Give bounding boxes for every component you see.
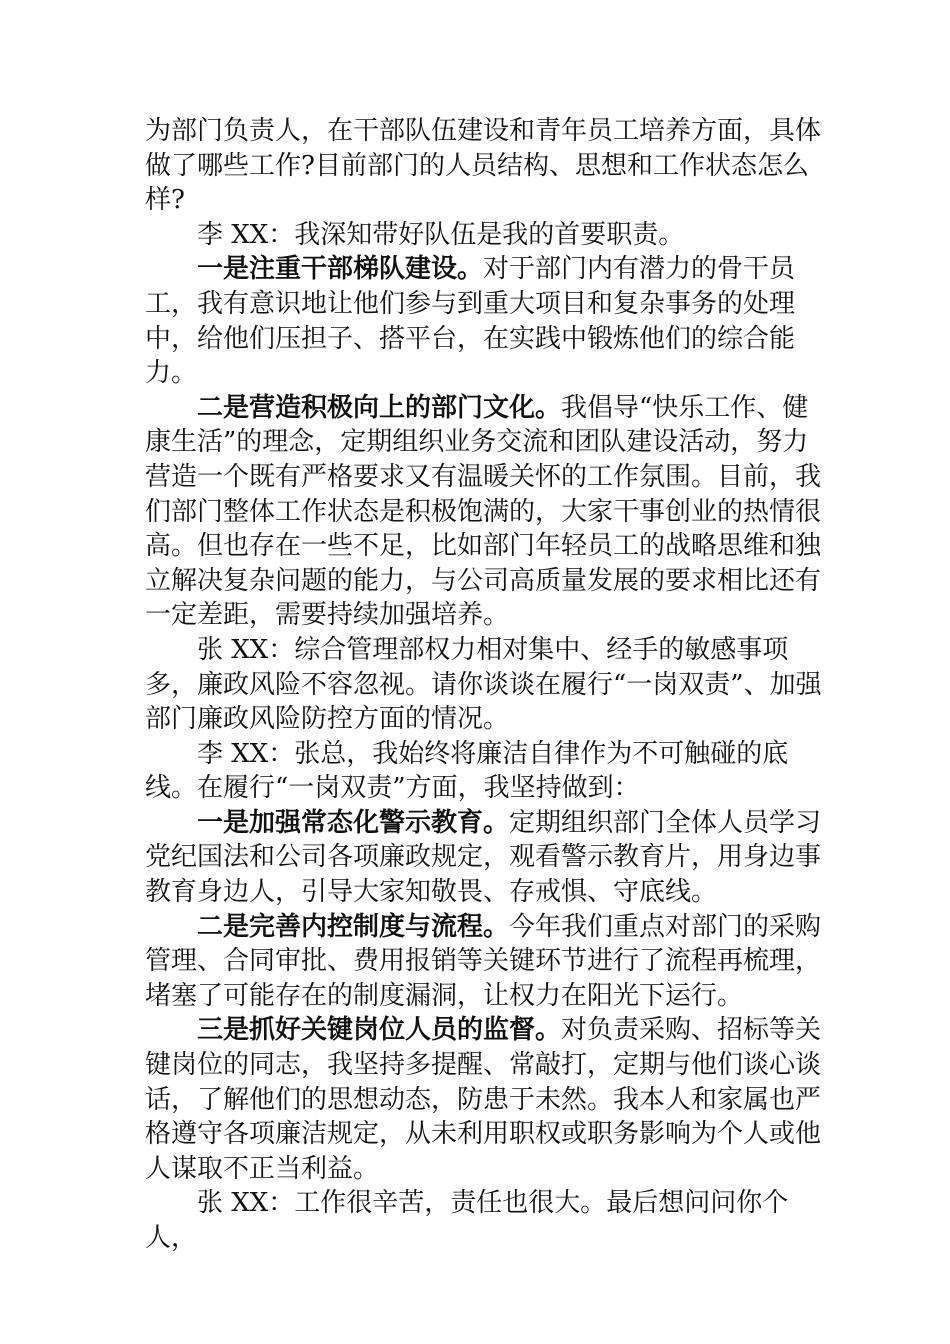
document-body [145,114,825,1256]
paragraph-point-warning-education [145,806,825,910]
paragraph-text: 李 XX：我深知带好队伍是我的首要职责。 [197,219,685,250]
paragraph-text: 为部门负责人，在干部队伍建设和青年员工培养方面，具体做了哪些工作?目前部门的人员结构、思想和工作状态怎么样? [145,116,822,216]
paragraph-lead-heading: 三是抓好关键岗位人员的监督。 [197,1015,562,1046]
paragraph-lead-heading: 一是注重干部梯队建设。 [197,254,484,285]
paragraph-question-continuation [145,114,825,218]
paragraph-zhang-question-integrity [145,633,825,737]
paragraph-zhang-final-question [145,1186,825,1255]
paragraph-text: 我倡导“快乐工作、健康生活”的理念，定期组织业务交流和团队建设活动，努力营造一个既有严格要求又有温暖关怀的工作氛围。目前，我们部门整体工作状态是积极饱满的，大家干事创业的热情很高。但也存在一些不足，比如部门年轻员工的战略思维和独立解决复杂问题的能力，与公司高质量发展的要求相比还有一定差距，需要持续加强培养。 [145,392,822,631]
paragraph-li-answer-integrity [145,737,825,806]
paragraph-lead-heading: 二是营造积极向上的部门文化。 [197,392,562,423]
paragraph-point-key-position-supervision [145,1013,825,1186]
paragraph-point-cadre-team [145,252,825,390]
paragraph-point-department-culture [145,391,825,633]
paragraph-text: 张 XX：工作很辛苦，责任也很大。最后想问问你个人， [145,1188,789,1253]
paragraph-point-internal-control [145,910,825,1014]
paragraph-text: 今年我们重点对部门的采购管理、合同审批、费用报销等关键环节进行了流程再梳理，堵塞了可能存在的制度漏洞，让权力在阳光下运行。 [145,911,822,1011]
paragraph-text: 对于部门内有潜力的骨干员工，我有意识地让他们参与到重大项目和复杂事务的处理中，给他们压担子、搭平台，在实践中锻炼他们的综合能力。 [145,254,796,389]
paragraph-text: 对负责采购、招标等关键岗位的同志，我坚持多提醒、常敲打，定期与他们谈心谈话，了解他们的思想动态，防患于未然。我本人和家属也严格遵守各项廉洁规定，从未利用职权或职务影响为个人或他人谋取不正当利益。 [145,1015,822,1184]
paragraph-text: 李 XX：张总，我始终将廉洁自律作为不可触碰的底线。在履行“一岗双责”方面，我坚持做到： [145,738,789,804]
paragraph-lead-heading: 二是完善内控制度与流程。 [197,911,510,942]
paragraph-text: 定期组织部门全体人员学习党纪国法和公司各项廉政规定，观看警示教育片，用身边事教育身边人，引导大家知敬畏、存戒惧、守底线。 [145,807,822,908]
paragraph-lead-heading: 一是加强常态化警示教育。 [197,807,510,838]
paragraph-li-answer-intro [145,218,825,253]
paragraph-text: 张 XX：综合管理部权力相对集中、经手的敏感事项多，廉政风险不容忽视。请你谈谈在履行“一岗双责”、加强部门廉政风险防控方面的情况。 [145,634,822,735]
